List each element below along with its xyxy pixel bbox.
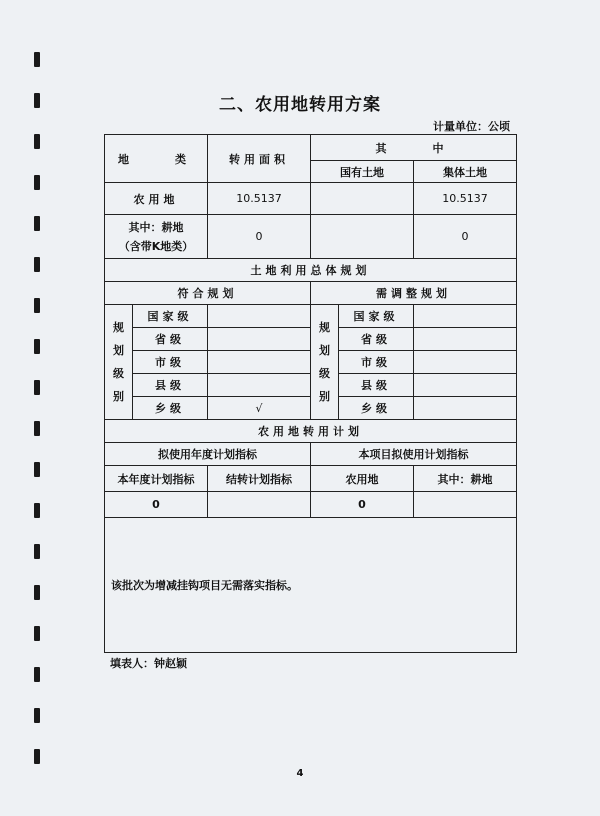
conform-mark-township: √ <box>208 397 311 420</box>
form-filler: 填表人：钟赵颖 <box>110 657 187 670</box>
indicator-value-farmland: 0 <box>311 492 414 518</box>
level-char: 级 <box>113 367 124 380</box>
header-of-which: 其 中 <box>311 135 517 161</box>
header-land-type: 地 类 <box>105 135 208 183</box>
adjust-level-city: 市级 <box>339 351 414 374</box>
conversion-plan-title: 农用地转用计划 <box>105 420 517 443</box>
conform-level-province: 省级 <box>133 328 208 351</box>
adjust-level-township: 乡级 <box>339 397 414 420</box>
level-char: 级 <box>319 367 330 380</box>
row-cultivated-label-line2: （含带K地类） <box>118 239 194 253</box>
conform-level-label <box>105 305 133 420</box>
row-farmland-area: 10.5137 <box>208 183 311 215</box>
adjust-mark-township <box>414 397 517 420</box>
header-converted-area: 转用面积 <box>208 135 311 183</box>
adjust-level-county: 县级 <box>339 374 414 397</box>
indicator-header-cultivated: 其中：耕地 <box>414 466 517 492</box>
indicator-value-current-year: 0 <box>105 492 208 518</box>
conform-level-county: 县级 <box>133 374 208 397</box>
row-cultivated-collective: 0 <box>414 215 517 259</box>
row-cultivated-state <box>311 215 414 259</box>
conform-mark-city <box>208 351 311 374</box>
level-char: 划 <box>113 344 124 357</box>
adjust-mark-province <box>414 328 517 351</box>
indicator-header-carryover: 结转计划指标 <box>208 466 311 492</box>
level-char: 规 <box>319 321 330 334</box>
annual-indicator-title: 拟使用年度计划指标 <box>105 443 311 466</box>
conform-plan-title: 符合规划 <box>105 282 311 305</box>
page-title: 二、农用地转用方案 <box>219 95 381 115</box>
indicator-value-carryover <box>208 492 311 518</box>
indicator-header-farmland: 农用地 <box>311 466 414 492</box>
project-indicator-title: 本项目拟使用计划指标 <box>311 443 517 466</box>
adjust-mark-national <box>414 305 517 328</box>
adjust-plan-title: 需调整规划 <box>311 282 517 305</box>
conform-level-city: 市级 <box>133 351 208 374</box>
row-cultivated-label <box>105 215 208 259</box>
overall-plan-title: 土地利用总体规划 <box>105 259 517 282</box>
row-farmland-label: 农用地 <box>105 183 208 215</box>
adjust-mark-county <box>414 374 517 397</box>
conform-level-national: 国家级 <box>133 305 208 328</box>
conform-mark-province <box>208 328 311 351</box>
row-farmland-collective: 10.5137 <box>414 183 517 215</box>
remarks-note: 该批次为增减挂钩项目无需落实指标。 <box>105 518 517 653</box>
conform-mark-national <box>208 305 311 328</box>
page-number: 4 <box>296 768 304 779</box>
adjust-mark-city <box>414 351 517 374</box>
indicator-header-current-year: 本年度计划指标 <box>105 466 208 492</box>
row-cultivated-label-line1: 其中：耕地 <box>128 220 184 234</box>
header-state-owned: 国有土地 <box>311 161 414 183</box>
header-collective: 集体土地 <box>414 161 517 183</box>
adjust-level-province: 省级 <box>339 328 414 351</box>
level-char: 划 <box>319 344 330 357</box>
conform-level-township: 乡级 <box>133 397 208 420</box>
measurement-unit: 计量单位：公顷 <box>433 120 510 133</box>
level-char: 规 <box>113 321 124 334</box>
indicator-value-cultivated <box>414 492 517 518</box>
adjust-level-national: 国家级 <box>339 305 414 328</box>
row-farmland-state <box>311 183 414 215</box>
conversion-plan-table <box>104 134 517 653</box>
row-cultivated-area: 0 <box>208 215 311 259</box>
level-char: 别 <box>319 390 330 403</box>
binding-holes <box>34 52 40 790</box>
conform-mark-county <box>208 374 311 397</box>
adjust-level-label <box>311 305 339 420</box>
level-char: 别 <box>113 390 124 403</box>
